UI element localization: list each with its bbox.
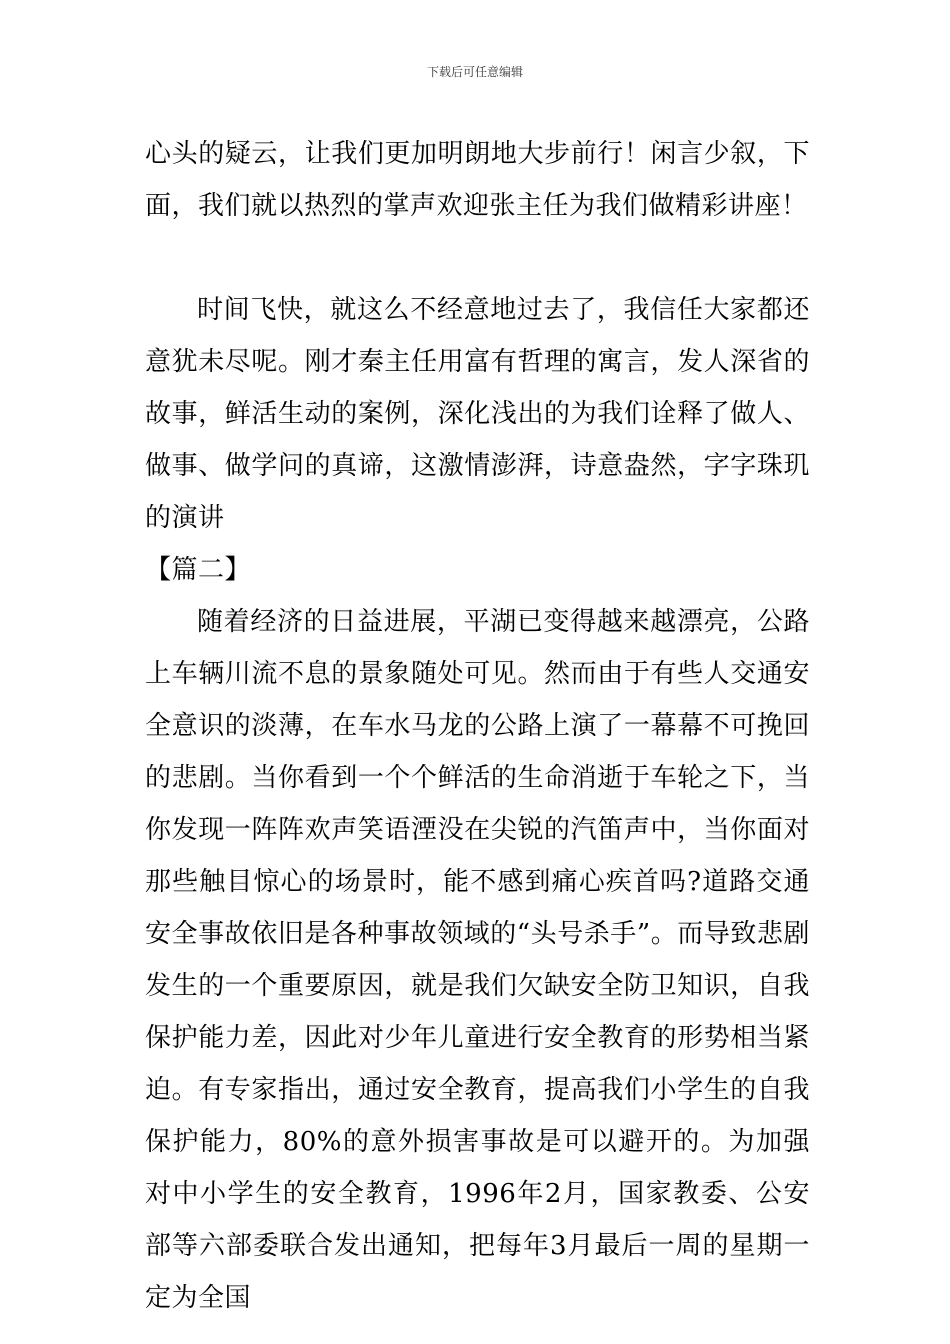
page-header: 下载后可任意编辑	[426, 65, 523, 79]
paragraph-closing-remarks: 时间飞快，就这么不经意地过去了，我信任大家都还意犹未尽呢。刚才秦主任用富有哲理的寓言，发人深省的故事，鲜活生动的案例，深化浅出的为我们诠释了做人、做事、做学问的真谛，这激情澎湃，诗意盎然，字字珠玑的演讲	[145, 295, 810, 533]
document-body	[145, 128, 810, 1324]
paragraph-traffic-safety: 随着经济的日益进展，平湖已变得越来越漂亮，公路上车辆川流不息的景象随处可见。然而由于有些人交通安全意识的淡薄，在车水马龙的公路上演了一幕幕不可挽回的悲剧。当你看到一个个鲜活的生命消逝于车轮之下，当你发现一阵阵欢声笑语湮没在尖锐的汽笛声中，当你面对那些触目惊心的场景时，能不感到痛心疾首吗?道路交通安全事故依旧是各种事故领域的“头号杀手”。而导致悲剧发生的一个重要原因，就是我们欠缺安全防卫知识，自我保护能力差，因此对少年儿童进行安全教育的形势相当紧迫。有专家指出，通过安全教育，提高我们小学生的自我保护能力，80%的意外损害事故是可以避开的。为加强对中小学生的安全教育，1996年2月，国家教委、公安部等六部委联合发出通知，把每年3月最后一周的星期一定为全国	[145, 607, 810, 1313]
section-heading: 【篇二】	[145, 555, 252, 585]
paragraph-continuation: 心头的疑云，让我们更加明朗地大步前行！闲言少叙，下面，我们就以热烈的掌声欢迎张主任为我们做精彩讲座！	[145, 139, 810, 221]
